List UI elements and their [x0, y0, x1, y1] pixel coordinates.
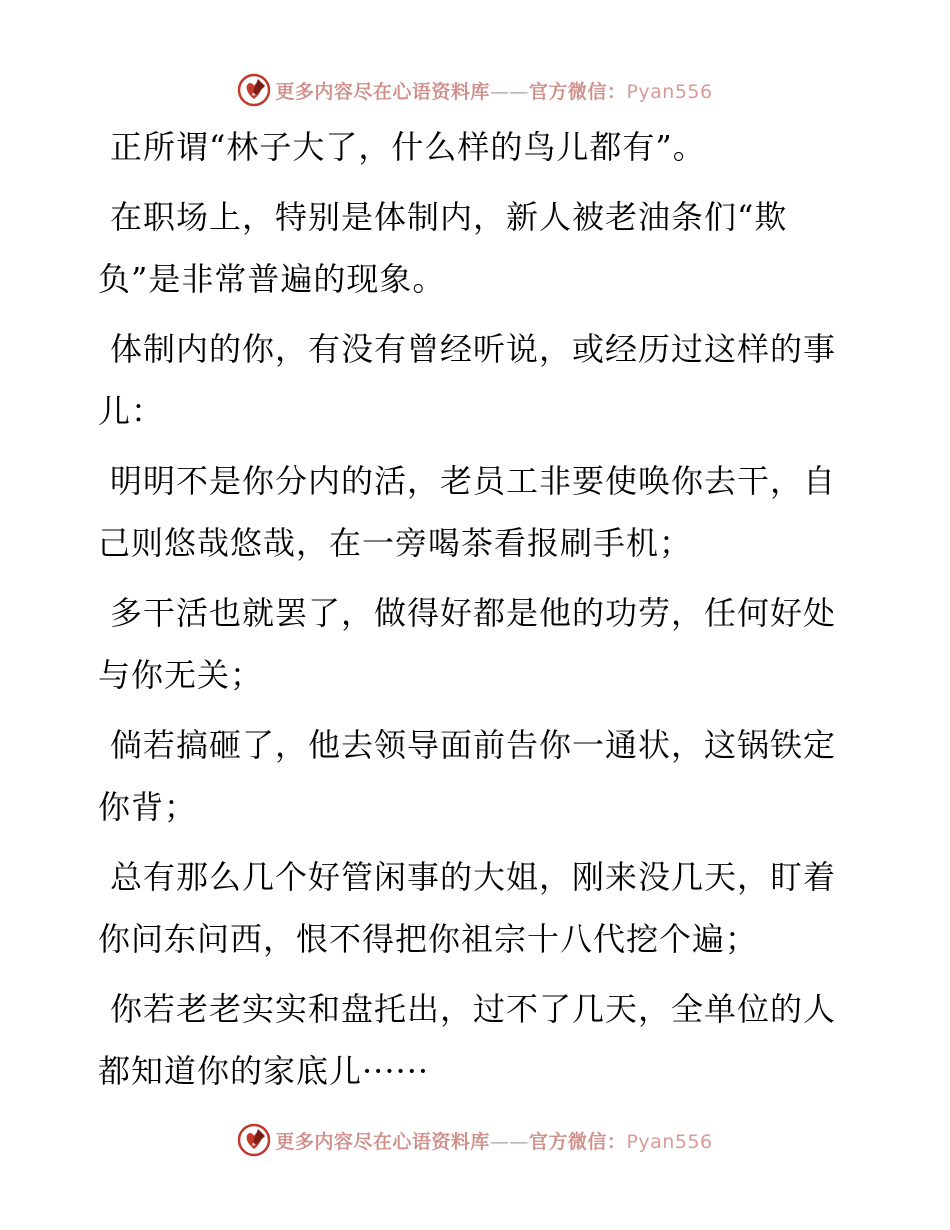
header-banner-inner	[237, 73, 712, 107]
heart-pen-logo-icon	[237, 1123, 271, 1157]
site-name: 更多内容尽在心语资料库	[275, 80, 490, 103]
banner-separator: ——	[489, 1130, 529, 1153]
paragraph: 你若老老实实和盘托出，过不了几天，全单位的人都知道你的家底儿······	[98, 990, 837, 1090]
footer-banner-inner	[237, 1123, 712, 1157]
paragraph: 体制内的你，有没有曾经听说，或经历过这样的事儿：	[98, 330, 837, 430]
header-banner-text	[275, 77, 712, 104]
paragraph: 多干活也就罢了，做得好都是他的功劳，任何好处与你无关；	[98, 594, 837, 694]
footer-banner	[0, 1120, 950, 1160]
paragraph: 明明不是你分内的活，老员工非要使唤你去干，自己则悠哉悠哉，在一旁喝茶看报刷手机；	[98, 462, 837, 562]
paragraph: 倘若搞砸了，他去领导面前告你一通状，这锅铁定你背；	[98, 726, 837, 826]
paragraph: 正所谓“林子大了，什么样的鸟儿都有”。	[110, 128, 706, 166]
header-banner	[0, 70, 950, 110]
article-body	[98, 116, 838, 1110]
wechat-label: 官方微信：	[528, 1130, 627, 1153]
site-name: 更多内容尽在心语资料库	[275, 1130, 490, 1153]
heart-pen-logo-icon	[237, 73, 271, 107]
wechat-id: Pyan556	[626, 1130, 713, 1153]
paragraph: 总有那么几个好管闲事的大姐，刚来没几天，盯着你问东问西，恨不得把你祖宗十八代挖个遍；	[98, 858, 837, 958]
banner-separator: ——	[489, 80, 529, 103]
wechat-label: 官方微信：	[528, 80, 627, 103]
paragraph: 在职场上，特别是体制内，新人被老油条们“欺负”是非常普遍的现象。	[98, 198, 788, 298]
wechat-id: Pyan556	[626, 80, 713, 103]
footer-banner-text	[275, 1127, 712, 1154]
